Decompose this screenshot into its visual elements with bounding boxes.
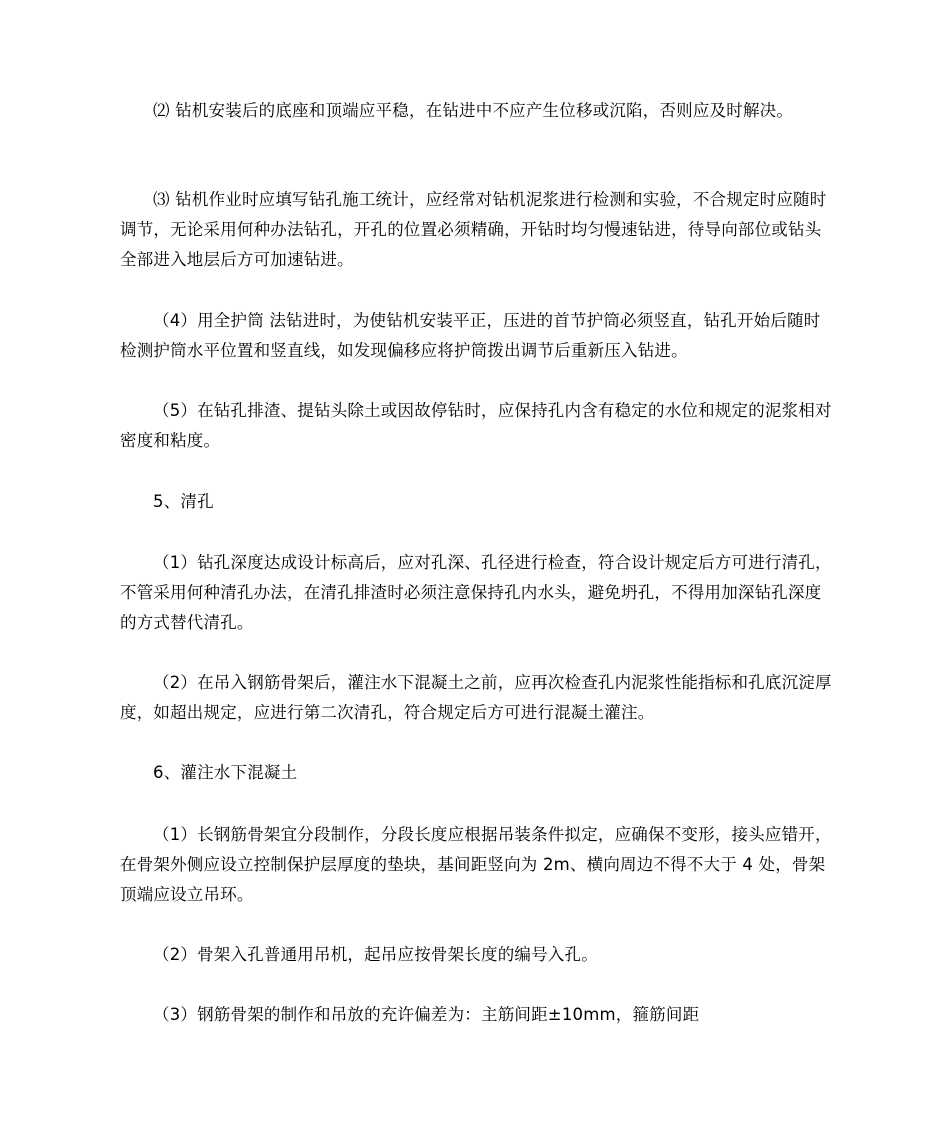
paragraph-drilling-record: ⑶ 钻机作业时应填写钻孔施工统计，应经常对钻机泥浆进行检测和实验，不合规定时应随时调节，无论采用何种办法钻孔，开孔的位置必须精确，开钻时均匀慢速钻进，待导向部位或钻头全部进入地层后方可加速钻进。	[120, 190, 827, 269]
paragraph-full-casing-drilling: （4）用全护筒 法钻进时，为使钻机安装平正，压进的首节护筒必须竖直，钻孔开始后随时检测护筒水平位置和竖直线，如发现偏移应将护筒拨出调节后重新压入钻进。	[120, 311, 821, 360]
paragraph-hole-depth-check: （1）钻孔深度达成设计标高后，应对孔深、孔径进行检查，符合设计规定后方可进行清孔，不管采用何种清孔办法，在清孔排渣时必须注意保持孔内水头，避免坍孔，不得用加深钻孔深度的方式替代清孔。	[120, 553, 832, 632]
paragraph-rebar-cage-fabrication: （1）长钢筋骨架宜分段制作，分段长度应根据吊装条件拟定，应确保不变形，接头应错开，在骨架外侧应设立控制保护层厚度的垫块，基间距竖向为 2m、横向周边不得不大于 4 处，骨架顶端应设立吊环。	[120, 825, 832, 904]
paragraph-tolerance: （3）钢筋骨架的制作和吊放的充许偏差为：主筋间距±10mm，箍筋间距	[153, 1005, 700, 1024]
paragraph-water-level: （5）在钻孔排渣、提钻头除土或因故停钻时，应保持孔内含有稳定的水位和规定的泥浆相对密度和粘度。	[120, 401, 832, 450]
paragraph-drill-base-stability: ⑵ 钻机安装后的底座和顶端应平稳，在钻进中不应产生位移或沉陷，否则应及时解决。	[153, 101, 794, 120]
section-heading-underwater-concrete: 6、灌注水下混凝土	[153, 763, 298, 782]
paragraph-second-cleaning: （2）在吊入钢筋骨架后，灌注水下混凝土之前，应再次检查孔内泥浆性能指标和孔底沉淀厚度，如超出规定，应进行第二次清孔，符合规定后方可进行混凝土灌注。	[120, 673, 832, 722]
paragraph-cage-hoisting: （2）骨架入孔普通用吊机，起吊应按骨架长度的编号入孔。	[153, 945, 598, 964]
section-heading-hole-cleaning: 5、清孔	[153, 492, 214, 511]
